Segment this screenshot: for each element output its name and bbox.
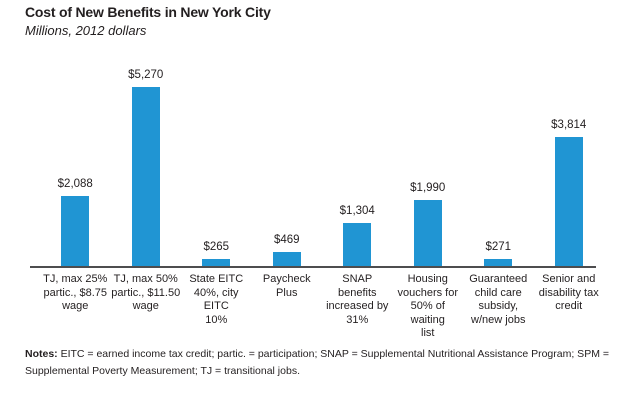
bar-value-label: $2,088 <box>57 178 93 190</box>
x-axis-label: Paycheck Plus <box>262 273 311 299</box>
bar <box>555 137 583 268</box>
bar-value-label: $271 <box>485 241 512 253</box>
x-axis-label: Housing vouchers for 50% of waiting list <box>397 273 459 339</box>
notes-label: Notes: <box>25 348 58 360</box>
x-axis-line <box>30 266 596 268</box>
bar <box>414 200 442 268</box>
x-axis-label: Guaranteed child care subsidy, w/new jobs <box>469 273 528 326</box>
chart-column <box>393 181 464 268</box>
x-axis-label: SNAP benefits increased by 31% <box>326 273 389 326</box>
bar-value-label: $265 <box>203 241 230 253</box>
chart-column <box>534 118 605 268</box>
chart-column <box>463 240 534 268</box>
chart-column <box>181 240 252 268</box>
bar-value-label: $5,270 <box>128 69 164 81</box>
page-title: Cost of New Benefits in New York City <box>25 4 271 20</box>
x-axis-labels <box>40 273 604 341</box>
notes-text: EITC = earned income tax credit; partic. = participation; SNAP = Supplemental Nutritional Assistance Program; SPM = Supplemental Poverty Measurement; TJ = transitional jobs. <box>25 348 609 377</box>
bar <box>61 196 89 268</box>
chart-column <box>322 204 393 268</box>
bar-value-label: $1,304 <box>339 205 375 217</box>
bar-chart <box>40 64 604 268</box>
bar-value-label: $3,814 <box>551 119 587 131</box>
x-axis-label: TJ, max 50% partic., $11.50 wage <box>111 273 181 312</box>
bar <box>132 87 160 268</box>
bar-value-label: $469 <box>273 234 300 246</box>
page-subtitle: Millions, 2012 dollars <box>25 23 147 38</box>
bar-value-label: $1,990 <box>410 182 446 194</box>
x-axis-label: Senior and disability tax credit <box>538 273 599 312</box>
chart-column <box>111 68 182 268</box>
chart-column <box>252 233 323 268</box>
x-axis-label: TJ, max 25% partic., $8.75 wage <box>43 273 108 312</box>
notes <box>25 346 613 380</box>
x-axis-label: State EITC 40%, city EITC 10% <box>189 273 244 326</box>
bar <box>343 223 371 268</box>
chart-column <box>40 177 111 268</box>
